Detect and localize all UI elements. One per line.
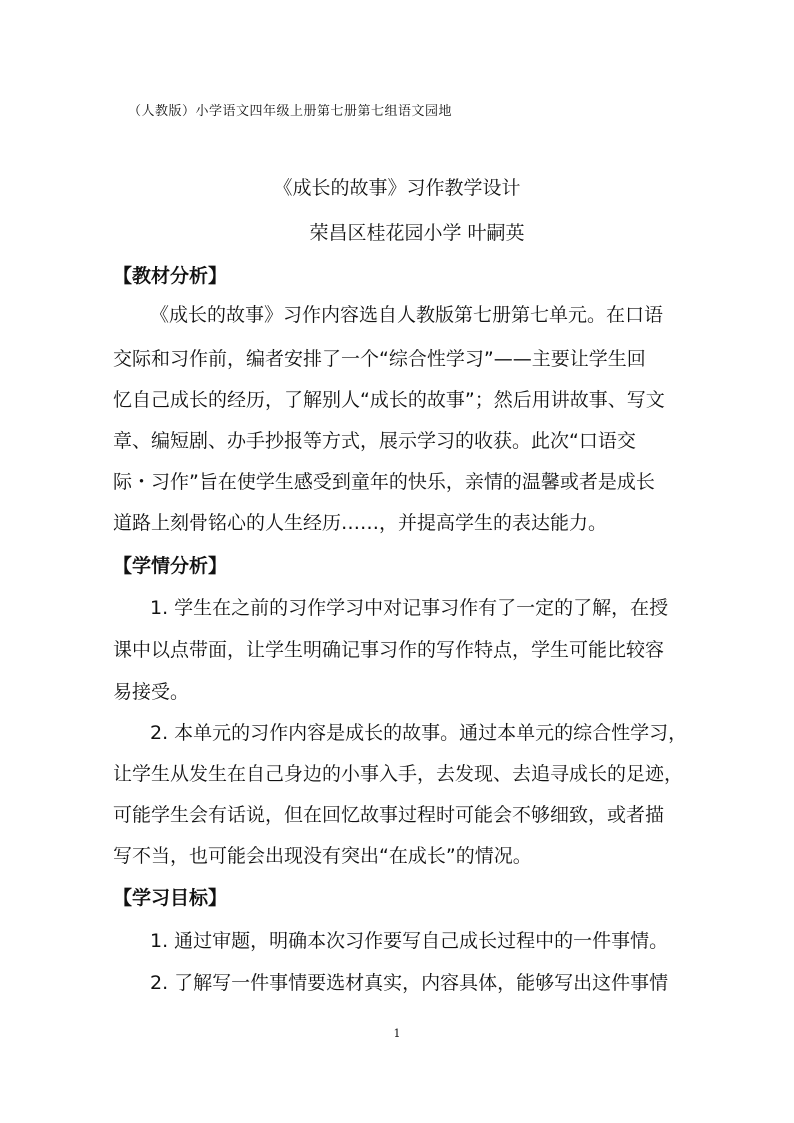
author-line: 荣昌区桂花园小学 叶嗣英 (309, 222, 525, 244)
paragraph-line: 忆自己成长的经历，了解别人“成长的故事”；然后用讲故事、写文 (113, 389, 665, 411)
page-number: 1 (393, 1027, 401, 1040)
paragraph-line: 交际和习作前，编者安排了一个“综合性学习”——主要让学生回 (113, 348, 646, 370)
paragraph-line: 2. 本单元的习作内容是成长的故事。通过本单元的综合性学习， (150, 722, 688, 744)
paragraph-line: 际・习作”旨在使学生感受到童年的快乐，亲情的温馨或者是成长 (113, 471, 655, 493)
document-title: 《成长的故事》习作教学设计 (273, 177, 521, 199)
paragraph-line: 《成长的故事》习作内容选自人教版第七册第七单元。在口语 (150, 304, 664, 326)
paragraph-line: 课中以点带面，让学生明确记事习作的写作特点，学生可能比较容 (113, 639, 665, 661)
section-heading-student-analysis: 【学情分析】 (113, 555, 228, 577)
paragraph-line: 1. 通过审题，明确本次习作要写自己成长过程中的一件事情。 (150, 930, 669, 952)
section-heading-textbook-analysis: 【教材分析】 (113, 265, 228, 287)
paragraph-line: 1. 学生在之前的习作学习中对记事习作有了一定的了解，在授 (150, 597, 669, 619)
section-heading-learning-goals: 【学习目标】 (113, 887, 228, 909)
paragraph-line: 2. 了解写一件事情要选材真实，内容具体，能够写出这件事情 (150, 972, 669, 994)
paragraph-line: 章、编短剧、办手抄报等方式，展示学习的收获。此次“口语交 (113, 430, 636, 452)
header-note: （人教版）小学语文四年级上册第七册第七组语文园地 (128, 104, 453, 119)
paragraph-line: 让学生从发生在自己身边的小事入手，去发现、去追寻成长的足迹， (113, 763, 684, 785)
paragraph-line: 可能学生会有话说，但在回忆故事过程时可能会不够细致，或者描 (113, 804, 665, 826)
paragraph-line: 道路上刻骨铭心的人生经历……，并提高学生的表达能力。 (113, 512, 608, 534)
paragraph-line: 写不当，也可能会出现没有突出“在成长”的情况。 (113, 845, 532, 867)
paragraph-line: 易接受。 (113, 681, 190, 703)
